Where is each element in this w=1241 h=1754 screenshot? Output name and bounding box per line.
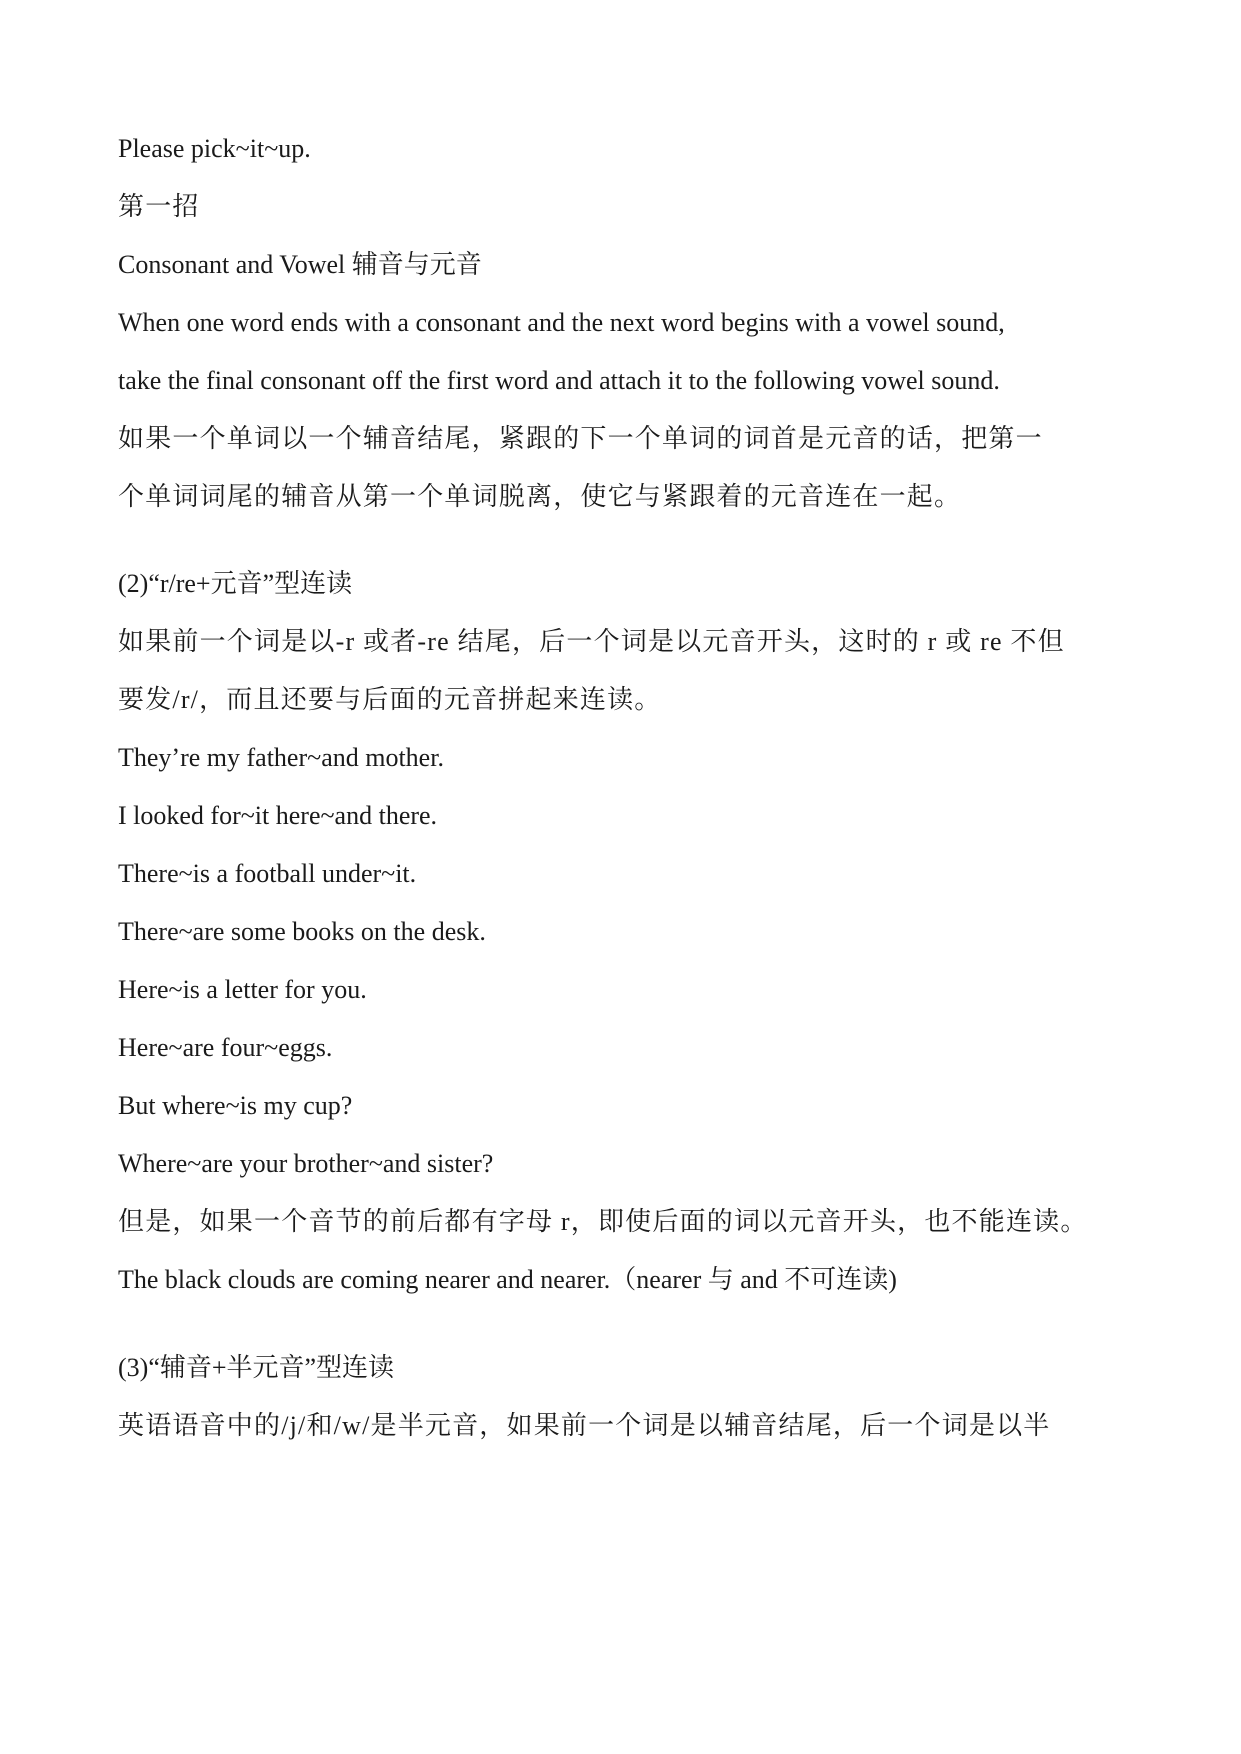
paragraph-line: 英语语音中的/j/和/w/是半元音，如果前一个词是以辅音结尾，后一个词是以半 xyxy=(118,1411,1051,1440)
paragraph-line: 个单词词尾的辅音从第一个单词脱离，使它与紧跟着的元音连在一起。 xyxy=(118,482,962,511)
example-sentence: There~are some books on the desk. xyxy=(118,917,486,946)
example-sentence: Please pick~it~up. xyxy=(118,134,311,163)
example-sentence: Here~are four~eggs. xyxy=(118,1033,333,1062)
paragraph-line: 但是，如果一个音节的前后都有字母 r，即使后面的词以元音开头，也不能连读。 xyxy=(118,1207,1088,1236)
section-heading: 第一招 xyxy=(118,192,200,221)
section-heading: (2)“r/re+元音”型连读 xyxy=(118,569,353,598)
example-sentence: I looked for~it here~and there. xyxy=(118,801,438,830)
example-sentence: They’re my father~and mother. xyxy=(118,743,444,772)
example-sentence: Where~are your brother~and sister? xyxy=(118,1149,494,1178)
section-heading: (3)“辅音+半元音”型连读 xyxy=(118,1353,395,1382)
subsection-title: Consonant and Vowel 辅音与元音 xyxy=(118,250,482,279)
paragraph-line: When one word ends with a consonant and the next word begins with a vowel sound, xyxy=(118,308,1005,337)
example-sentence: Here~is a letter for you. xyxy=(118,975,367,1004)
example-sentence: There~is a football under~it. xyxy=(118,859,417,888)
example-sentence: The black clouds are coming nearer and nearer.（nearer 与 and 不可连读) xyxy=(118,1265,897,1294)
example-sentence: But where~is my cup? xyxy=(118,1091,353,1120)
paragraph-line: 如果一个单词以一个辅音结尾，紧跟的下一个单词的词首是元音的话，把第一 xyxy=(118,424,1043,453)
paragraph-line: take the final consonant off the first word and attach it to the following vowel sound. xyxy=(118,366,1000,395)
paragraph-line: 要发/r/，而且还要与后面的元音拼起来连读。 xyxy=(118,685,662,714)
paragraph-line: 如果前一个词是以-r 或者-re 结尾，后一个词是以元音开头，这时的 r 或 re 不但 xyxy=(118,627,1065,656)
